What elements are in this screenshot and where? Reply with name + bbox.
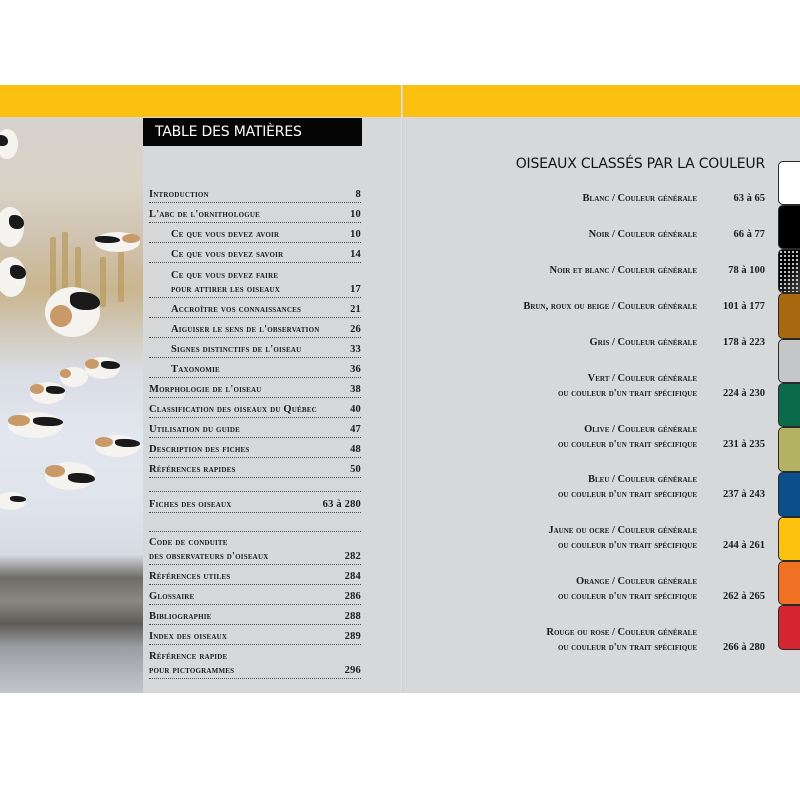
color-entry-gris[interactable]: Gris / Couleur générale 178 à 223 [589, 337, 765, 348]
tab-brun[interactable] [778, 293, 800, 339]
toc-item-introduction[interactable]: Introduction 8 [149, 183, 361, 203]
color-entry-orange[interactable]: Orange / Couleur générale ou couleur d'un trait spécifique 262 à 265 [557, 576, 765, 602]
toc-item-observation[interactable]: Aiguiser le sens de l'observation 26 [149, 318, 361, 338]
tab-gris[interactable] [778, 339, 800, 383]
toc-item-faire[interactable]: Ce que vous devez faire pour attirer les oiseaux 17 [149, 263, 361, 298]
color-entry-noir-blanc[interactable]: Noir et blanc / Couleur générale 78 à 100 [549, 265, 765, 276]
toc-item-bibliographie[interactable]: Bibliographie 288 [149, 605, 361, 625]
tab-bleu[interactable] [778, 472, 800, 517]
color-entry-blanc[interactable]: Blanc / Couleur générale 63 à 65 [582, 193, 765, 204]
tab-jaune[interactable] [778, 517, 800, 561]
page-gutter [401, 85, 403, 693]
toc-item-abc[interactable]: L'abc de l'ornithologue 10 [149, 203, 361, 223]
toc-item-signes[interactable]: Signes distinctifs de l'oiseau 33 [149, 338, 361, 358]
tab-noir-blanc[interactable] [778, 249, 800, 293]
toc-item-connaissances[interactable]: Accroître vos connaissances 21 [149, 298, 361, 318]
toc-item-savoir[interactable]: Ce que vous devez savoir 14 [149, 243, 361, 263]
color-entry-jaune[interactable]: Jaune ou ocre / Couleur générale ou couleur d'un trait spécifique 244 à 261 [548, 525, 765, 551]
toc-main [149, 183, 361, 478]
toc-item-index[interactable]: Index des oiseaux 289 [149, 625, 361, 645]
toc-item-utilisation[interactable]: Utilisation du guide 47 [149, 418, 361, 438]
toc-item-references-utiles[interactable]: Références utiles 284 [149, 565, 361, 585]
toc-item-morphologie[interactable]: Morphologie de l'oiseau 38 [149, 378, 361, 398]
toc-end [149, 531, 361, 679]
color-entry-vert[interactable]: Vert / Couleur générale ou couleur d'un trait spécifique 224 à 230 [557, 373, 765, 399]
toc-item-classification[interactable]: Classification des oiseaux du Québec 40 [149, 398, 361, 418]
tab-rouge[interactable] [778, 605, 800, 650]
snow-bunting-photo [0, 117, 143, 693]
tab-olive[interactable] [778, 427, 800, 472]
color-index-title: OISEAUX CLASSÉS PAR LA COULEUR [515, 156, 765, 172]
toc-item-glossaire[interactable]: Glossaire 286 [149, 585, 361, 605]
toc-item-avoir[interactable]: Ce que vous devez avoir 10 [149, 223, 361, 243]
color-entry-brun[interactable]: Brun, roux ou beige / Couleur générale 101 à 177 [523, 301, 765, 312]
toc-item-taxonomie[interactable]: Taxonomie 36 [149, 358, 361, 378]
toc-title: TABLE DES MATIÈRES [143, 118, 362, 146]
tab-blanc[interactable] [778, 161, 800, 205]
toc-birds [149, 491, 361, 513]
book-spread [0, 85, 800, 693]
color-entry-noir[interactable]: Noir / Couleur générale 66 à 77 [588, 229, 765, 240]
top-color-bar [0, 85, 800, 117]
toc-item-references-rapides[interactable]: Références rapides 50 [149, 458, 361, 478]
tab-orange[interactable] [778, 561, 800, 605]
color-entry-rouge[interactable]: Rouge ou rose / Couleur générale ou couleur d'un trait spécifique 266 à 280 [546, 627, 765, 653]
toc-item-description[interactable]: Description des fiches 48 [149, 438, 361, 458]
toc-item-fiches[interactable]: Fiches des oiseaux 63 à 280 [149, 492, 361, 513]
color-entry-bleu[interactable]: Bleu / Couleur générale ou couleur d'un trait spécifique 237 à 243 [557, 474, 765, 500]
toc-item-code-conduite[interactable]: Code de conduite des observateurs d'oiseaux 282 [149, 532, 361, 565]
toc-item-pictogrammes[interactable]: Référence rapide pour pictogrammes 296 [149, 645, 361, 679]
tab-vert[interactable] [778, 383, 800, 427]
color-entry-olive[interactable]: Olive / Couleur générale ou couleur d'un trait spécifique 231 à 235 [557, 424, 765, 450]
tab-noir[interactable] [778, 205, 800, 249]
